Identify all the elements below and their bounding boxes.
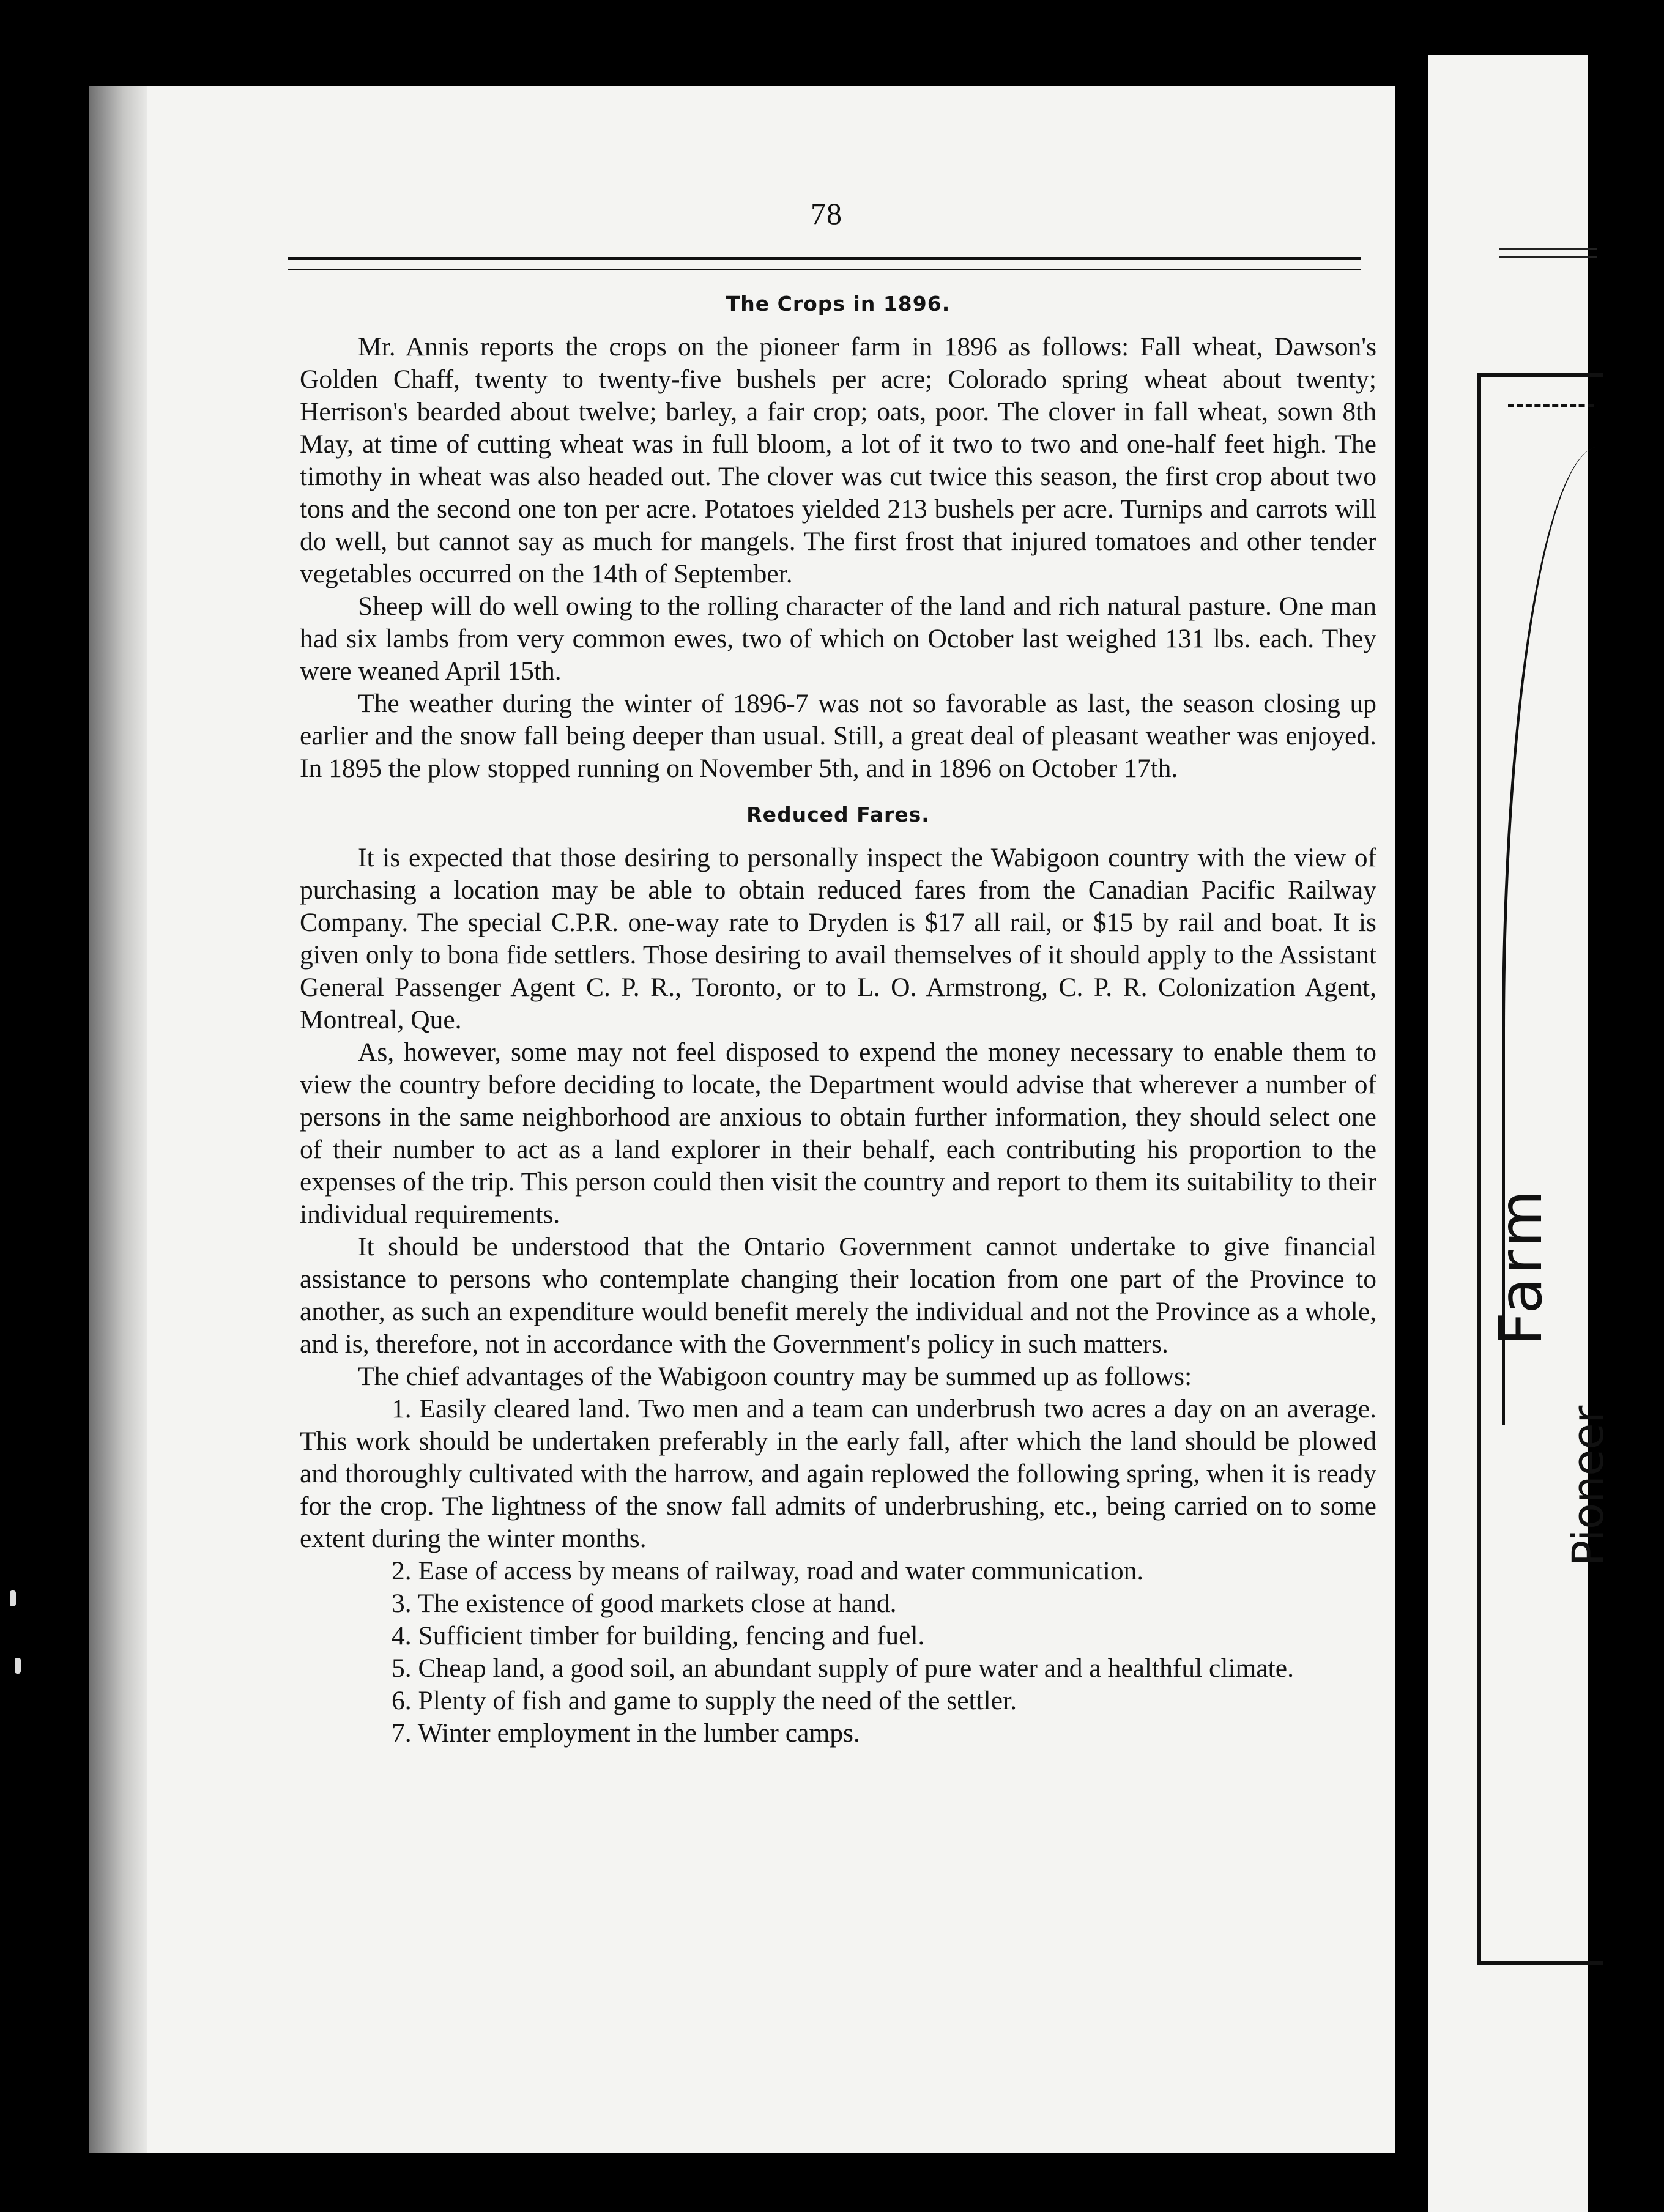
page-binding-shadow [89,86,147,2153]
facing-page-map-label: Farm [1487,1186,1555,1346]
list-item: 1. Easily cleared land. Two men and a team can underbrush two acres a day on an average. This work should be undertaken preferably in the early fall, after which the land should be plowed and thoroughly cultivated with the harrow, and again replowed the following spring, when it is ready for the crop. The lightness of the snow fall admits of underbrushing, etc., being carried on to some extent during the winter months. [300,1394,1376,1553]
paragraph: The chief advantages of the Wabigoon country may be summed up as follows: [358,1362,1192,1391]
facing-page-map-dashed-line [1508,404,1594,407]
page-body [300,288,1376,1750]
list-item: 4. Sufficient timber for building, fencing and fuel. [392,1621,925,1650]
scan-edge-marks [6,1590,31,1774]
paragraph: Sheep will do well owing to the rolling character of the land and rich natural pasture. One man had six lambs from very common ewes, two of which on October last weighed 131 lbs. each. They were weaned April 15th. [300,592,1376,686]
paragraph: It should be understood that the Ontario Government cannot undertake to give financial assistance to persons who contemplate changing their location from one part of the Province to another, as such an expenditure would benefit merely the individual and not the Province as a whole, and is, therefore, not in accordance with the Government's policy in such matters. [300,1232,1376,1359]
scan-edge-mark [15,1658,21,1674]
facing-page-map-label-fragment: Pioneer [1563,1405,1613,1566]
facing-page [1428,55,1588,2212]
facing-page-head-rule [1499,248,1597,258]
page-number: 78 [811,196,842,231]
page-head-rule [288,257,1361,270]
paragraph: Mr. Annis reports the crops on the pioneer farm in 1896 as follows: Fall wheat, Dawson's Golden Chaff, twenty to twenty-five bushels per acre; Colorado spring wheat about twenty; Herrison's bearded about twelve; barley, a fair crop; oats, poor. The clover in fall wheat, sown 8th May, at time of cutting wheat was in full bloom, a lot of it two to two and one-half feet high. The timothy in wheat was also headed out. The clover was cut twice this season, the first crop about two tons and the second one ton per acre. Potatoes yielded 213 bushels per acre. Turnips and carrots will do well, but cannot say as much for mangels. The first frost that injured tomatoes and other tender vegetables occurred on the 14th of September. [300,332,1376,588]
section-heading-crops: The Crops in 1896. [726,292,951,316]
paragraph: As, however, some may not feel disposed to expend the money necessary to enable them to view the country before deciding to locate, the Department would advise that wherever a number of persons in the same neighborhood are anxious to obtain further information, they should select one of their number to act as a land explorer in their behalf, each contributing his proportion to the expenses of the trip. This person could then visit the country and report to them its suitability to their individual requirements. [300,1037,1376,1229]
paragraph: It is expected that those desiring to personally inspect the Wabigoon country with the view of purchasing a location may be able to obtain reduced fares from the Canadian Pacific Railway Company. The special C.P.R. one-way rate to Dryden is $17 all rail, or $15 by rail and boat. It is given only to bona fide settlers. Those desiring to avail themselves of it should apply to the Assistant General Passenger Agent C. P. R., Toronto, or to L. O. Armstrong, C. P. R. Colonization Agent, Montreal, Que. [300,843,1376,1034]
section-heading-reduced-fares: Reduced Fares. [746,803,930,826]
list-item: 5. Cheap land, a good soil, an abundant supply of pure water and a healthful climate. [392,1653,1294,1683]
paragraph: The weather during the winter of 1896-7 was not so favorable as last, the season closing up earlier and the snow fall being deeper than usual. Still, a great deal of pleasant weather was enjoyed. In 1895 the plow stopped running on November 5th, and in 1896 on October 17th. [300,689,1376,783]
scan-edge-mark [10,1590,16,1606]
list-item: 2. Ease of access by means of railway, road and water communication. [392,1556,1144,1586]
list-item: 6. Plenty of fish and game to supply the need of the settler. [392,1686,1017,1715]
list-item: 3. The existence of good markets close at hand. [392,1589,897,1618]
list-item: 7. Winter employment in the lumber camps. [392,1718,860,1748]
